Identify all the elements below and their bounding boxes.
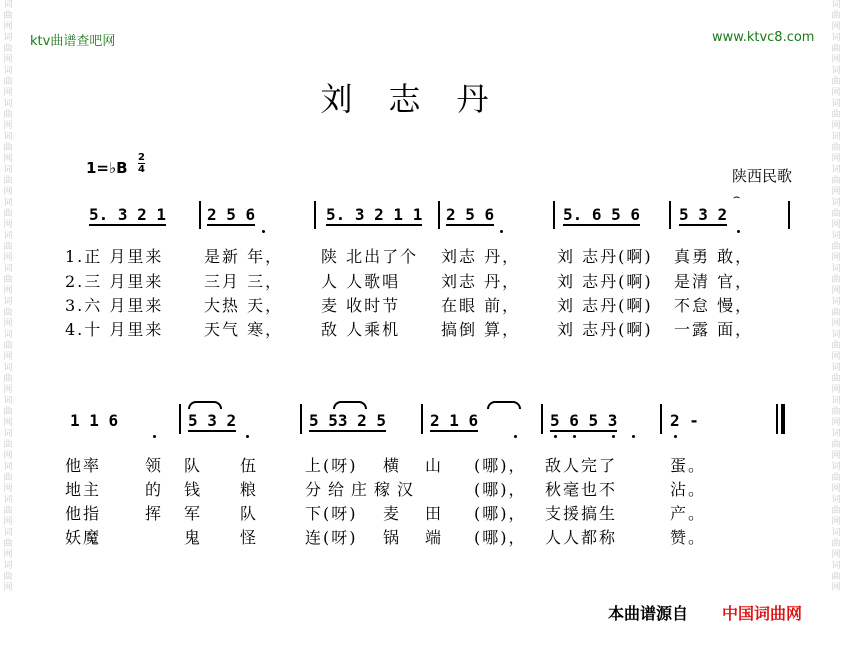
lyric-cell: 三月 三， [204,272,284,291]
key-signature: 1=♭B [86,159,128,177]
lyric-cell: 支援搞生 [545,504,618,523]
lyric-cell: 军 [184,504,203,523]
lyric-cell: 分给庄稼汉 [305,480,421,499]
measure: 5. 3 2 1 [89,205,167,224]
lyric-cell: 秋毫也不 [545,480,618,499]
barline [314,201,316,229]
lyric-cell: 鬼 [184,528,203,547]
fermata-mark: ⌢ [733,190,741,203]
measure: 5 3 2 [679,205,728,224]
lyric-cell: 他率 [65,456,102,475]
lyric-cell: 搞倒 算， [441,320,521,339]
header-site-left[interactable]: ktv曲谱查吧网 [30,34,116,49]
measure: 5 53 2 5 [309,411,387,430]
lyric-cell: 怪 [240,528,259,547]
lyric-cell: 产。 [670,504,707,523]
final-barline-thin [776,404,778,434]
lyric-cell: 粮 [240,480,259,499]
lyric-cell: 山 [425,456,444,475]
lyric-cell: 人人都称 [545,528,618,547]
time-signature [138,153,145,174]
measure: 5. 3 2 1 1 [326,205,423,224]
side-watermark-right: 词曲网词曲网词曲网词曲网词曲网词曲网词曲网词曲网词曲网词曲网词曲网词曲网词曲网词曲网词曲网词曲网词曲网词曲网 [831,0,841,593]
barline [421,404,423,434]
lyric-cell: (哪)， [474,456,527,475]
lyric-cell: (哪)， [474,504,527,523]
lyric-cell: 3.六 月里来 [65,296,164,315]
lyric-cell: 赞。 [670,528,707,547]
lyric-cell: 妖魔 [65,528,102,547]
song-origin: 陕西民歌 [732,167,793,185]
barline [438,201,440,229]
barline [179,404,181,434]
measure: 5. 6 5 6 [563,205,641,224]
lyric-cell: 麦 收时节 [321,296,401,315]
lyric-cell: 2.三 月里来 [65,272,164,291]
lyric-cell: 端 [425,528,444,547]
barline [669,201,671,229]
lyric-cell: 真勇 敢， [674,247,754,266]
low-octave-dot [500,230,503,233]
tie-slur [487,401,521,409]
tie-slur [333,401,367,409]
lyric-cell: 伍 [240,456,259,475]
measure: 2 - [670,411,699,430]
lyric-cell: 钱 [184,480,203,499]
measure: 2 1 6 [430,411,479,430]
lyric-cell: 下(呀) [305,504,358,523]
low-octave-dot [153,435,156,438]
lyric-cell: 领 [145,456,164,475]
low-octave-dot [674,435,677,438]
measure: 2 5 6 [446,205,495,224]
lyric-cell: 刘 志丹(啊) [557,247,653,266]
low-octave-dot [737,230,740,233]
measure: 1 1 6 [70,411,119,430]
lyric-cell: (哪)， [474,528,527,547]
lyric-cell: 沾。 [670,480,707,499]
lyric-cell: 刘 志丹(啊) [557,296,653,315]
low-octave-dot [262,230,265,233]
lyric-cell: (哪)， [474,480,527,499]
barline [199,201,201,229]
lyric-cell: 地主 [65,480,102,499]
final-barline-thick [781,404,785,434]
lyric-cell: 刘 志丹(啊) [557,320,653,339]
barline [660,404,662,434]
barline [553,201,555,229]
time-signature-bottom: 4 [138,164,145,175]
time-signature-top: 2 [138,152,145,163]
lyric-cell: 4.十 月里来 [65,320,164,339]
low-octave-dot [632,435,635,438]
lyric-cell: 敌 人乘机 [321,320,401,339]
lyric-cell: 天气 寒， [204,320,284,339]
lyric-cell: 的 [145,480,164,499]
measure: 5 6 5 3 [550,411,618,430]
low-octave-dot [514,435,517,438]
low-octave-dot [246,435,249,438]
lyric-cell: 上(呀) [305,456,358,475]
lyric-cell: 横 [383,456,402,475]
lyric-cell: 麦 [383,504,402,523]
lyric-cell: 刘志 丹， [441,272,521,291]
lyric-cell: 一露 面， [674,320,754,339]
lyric-cell: 不怠 慢， [674,296,754,315]
source-site-link[interactable]: 中国词曲网 [722,604,803,623]
lyric-cell: 刘 志丹(啊) [557,272,653,291]
measure: 5 3 2 [188,411,237,430]
lyric-cell: 蛋。 [670,456,707,475]
barline [541,404,543,434]
lyric-cell: 陕 北出了个 [321,247,419,266]
low-octave-dot [573,435,576,438]
lyric-cell: 大热 天， [204,296,284,315]
lyric-cell: 是新 年， [204,247,284,266]
song-title: 刘志丹 [320,80,525,118]
barline [788,201,790,229]
low-octave-dot [612,435,615,438]
source-label: 本曲谱源自 [608,604,689,623]
lyric-cell: 是清 官， [674,272,754,291]
lyric-cell: 连(呀) [305,528,358,547]
measure: 2 5 6 [207,205,256,224]
barline [300,404,302,434]
lyric-cell: 队 [240,504,259,523]
lyric-cell: 敌人完了 [545,456,618,475]
lyric-cell: 在眼 前， [441,296,521,315]
side-watermark-left: 词曲网词曲网词曲网词曲网词曲网词曲网词曲网词曲网词曲网词曲网词曲网词曲网词曲网词曲网词曲网词曲网词曲网词曲网 [3,0,13,593]
low-octave-dot [554,435,557,438]
lyric-cell: 1.正 月里来 [65,247,164,266]
header-site-right[interactable]: www.ktvc8.com [712,30,815,45]
tie-slur [188,401,222,409]
lyric-cell: 刘志 丹， [441,247,521,266]
lyric-cell: 人 人歌唱 [321,272,401,291]
lyric-cell: 挥 [145,504,164,523]
lyric-cell: 他指 [65,504,102,523]
lyric-cell: 队 [184,456,203,475]
lyric-cell: 锅 [383,528,402,547]
lyric-cell: 田 [425,504,444,523]
